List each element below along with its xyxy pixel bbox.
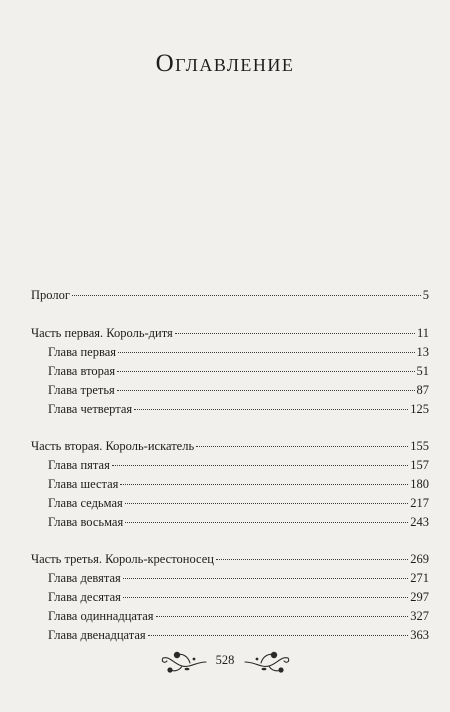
dot-leader [125,522,408,523]
toc-part-3 [31,550,429,569]
toc-chapter-label: Глава десятая [48,590,121,604]
toc-part-page: 269 [410,552,429,566]
toc-chapter-label: Глава двенадцатая [48,628,146,642]
toc-chapter-label: Глава пятая [48,458,110,472]
toc-chapter-page: 327 [410,609,429,623]
toc-chapter [31,607,429,626]
dot-leader [216,559,408,560]
page-number: 528 [215,653,235,667]
dot-leader [175,333,415,334]
toc-part-2 [31,437,429,456]
toc-chapter-page: 13 [416,345,429,359]
toc-part-label: Часть третья. Король-крестоносец [31,552,214,566]
page-footer [0,648,450,674]
toc-part-page: 155 [410,439,429,453]
dot-leader [123,597,408,598]
toc-chapter-page: 363 [410,628,429,642]
toc-chapter-page: 125 [410,402,429,416]
toc-chapter [31,400,429,419]
toc-chapter-label: Глава седьмая [48,496,123,510]
toc-chapter-label: Глава четвертая [48,402,133,416]
dot-leader [118,352,414,353]
floral-ornament-right-icon [243,648,291,674]
dot-leader [72,295,421,296]
toc-part-page: 11 [416,326,429,340]
toc-chapter-page: 157 [410,458,429,472]
dot-leader [117,371,414,372]
toc-chapter-page: 217 [410,496,429,510]
toc-chapter-label: Глава одиннадцатая [48,609,154,623]
dot-leader [120,484,408,485]
toc-chapter [31,494,429,513]
dot-leader [123,578,408,579]
toc-prolog [31,286,429,305]
toc-chapter-page: 180 [410,477,429,491]
toc-chapter-label: Глава третья [48,383,115,397]
dot-leader [156,616,409,617]
toc-chapter [31,513,429,532]
dot-leader [134,409,408,410]
toc-chapter-page: 87 [416,383,429,397]
dot-leader [125,503,409,504]
toc-chapter-page: 243 [410,515,429,529]
toc-chapter-label: Глава вторая [48,364,116,378]
toc-chapter [31,626,429,645]
toc-part-label: Часть вторая. Король-искатель [31,439,195,453]
toc-chapter [31,569,429,588]
toc-part-label: Часть первая. Король-дитя [31,326,173,340]
toc-chapter-label: Глава первая [48,345,117,359]
toc-prolog-page: 5 [422,288,429,302]
toc-chapter [31,362,429,381]
toc-chapter [31,456,429,475]
dot-leader [196,446,408,447]
table-of-contents [31,286,429,645]
toc-chapter-label: Глава девятая [48,571,121,585]
toc-chapter-page: 51 [416,364,429,378]
toc-prolog-label: Пролог [31,288,70,302]
toc-chapter [31,381,429,400]
toc-chapter-page: 271 [410,571,429,585]
dot-leader [112,465,408,466]
dot-leader [148,635,409,636]
page-title: Оглавление [155,49,295,77]
toc-chapter [31,588,429,607]
toc-part-1 [31,324,429,343]
toc-chapter-label: Глава восьмая [48,515,124,529]
toc-chapter [31,343,429,362]
toc-chapter-page: 297 [410,590,429,604]
toc-chapter-label: Глава шестая [48,477,119,491]
toc-chapter [31,475,429,494]
dot-leader [117,390,415,391]
